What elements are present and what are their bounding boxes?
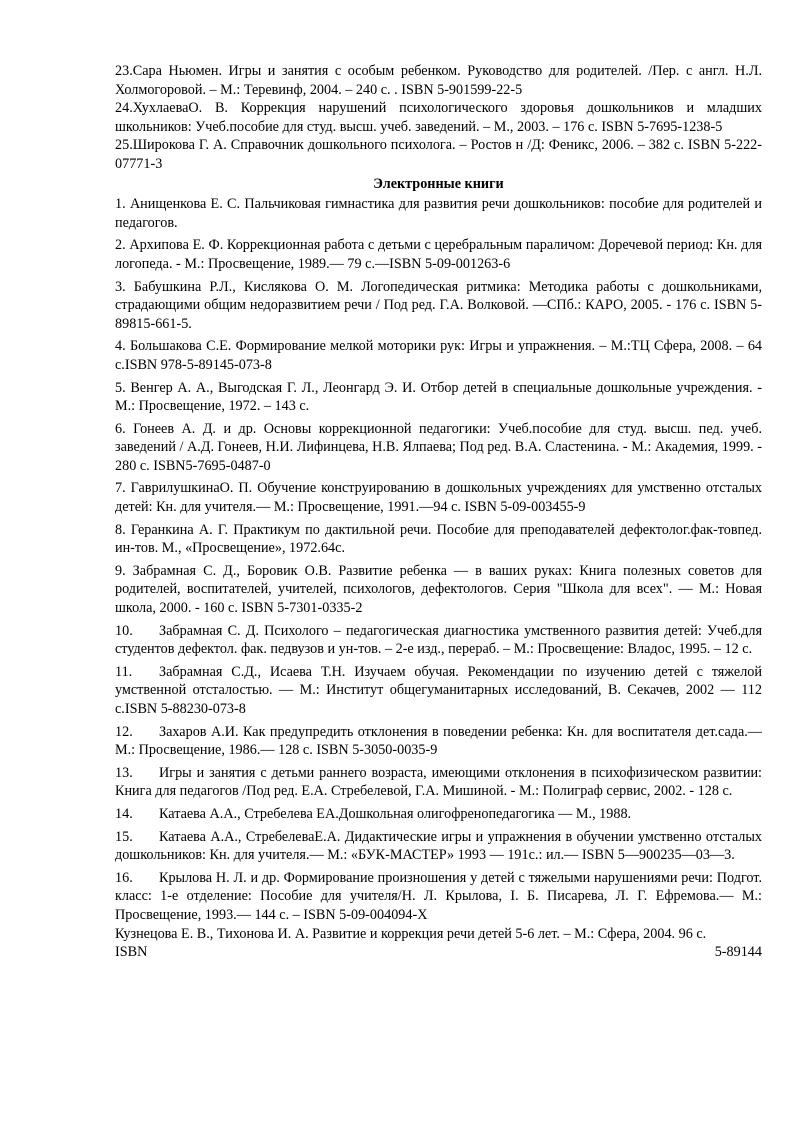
entry-text: Анищенкова Е. С. Пальчиковая гимнастика для развития речи дошкольников: пособие для родителей и педагогов. (115, 196, 762, 231)
bibliography-entry-23 (115, 62, 762, 99)
entry-text: Архипова Е. Ф. Коррекционная работа с детьми с церебральным параличом: Доречевой период: Кн. для логопеда. - М.: Просвещение, 1989.— 79 с.—ISBN 5-09-001263-6 (115, 237, 762, 272)
entry-text: Крылова Н. Л. и др. Формирование произношения у детей с тяжелыми нарушениями речи: Подгот. класс: 1-е отделение: Пособие для учителя/Н. Л. Крылова, I. Б. Писарева, Л. Г. Ефремова.— М.: Просвещение, 1993.— 144 с. – ISBN 5-09-004094-Х (115, 869, 762, 923)
entry-number: 5. (115, 379, 126, 396)
entry-text: Венгер А. А., Выгодская Г. Л., Леонгард Э. И. Отбор детей в специальные дошкольные учреждения. - М.: Просвещение, 1972. – 143 с. (115, 379, 762, 415)
ebook-entry-5 (115, 379, 762, 416)
entry-number: 1. (115, 196, 126, 213)
entry-text: Забрамная С. Д., Боровик О.В. Развитие ребенка — в ваших руках: Книга полезных советов для родителей, воспитателей, учителей, психологов, дефектологов. Серия "Школа для всех". — М.: Новая школа, 2000. - 160 с. ISBN 5-7301-0335-2 (115, 562, 763, 617)
entry-number: 16. (115, 869, 133, 886)
entry-number: 12. (115, 723, 133, 740)
entry-text: ГаврилушкинаО. П. Обучение конструированию в дошкольных учреждениях для умственно отсталых детей: Кн. для учителя.— М.: Просвещение, 1991.—94 с. ISBN 5-09-003455-9 (115, 480, 762, 516)
entry-text: Гонеев А. Д. и др. Основы коррекционной педагогики: Учеб.пособие для студ. высш. пед. учеб. заведений / А.Д. Гонеев, Н.И. Лифинцева, Н.В. Ялпаева; Под ред. В.А. Сластенина. - М.: Академия, 1999. - 280 с. ISBN5-7695-0487-0 (115, 420, 762, 474)
entry-text: Захаров А.И. Как предупредить отклонения в поведении ребенка: Кн. для воспитателя дет.сада.— М.: Просвещение, 1986.— 128 с. ISBN 5-3050-0035-9 (115, 723, 762, 759)
entry-text: Сара Ньюмен. Игры и занятия с особым ребенком. Руководство для родителей. /Пер. с англ. Н.Л. Холмогоровой. – М.: Теревинф, 2004. – 240 с. . ISBN 5-901599-22-5 (115, 63, 762, 98)
section-heading: Электронные книги (373, 175, 504, 192)
isbn-line (115, 943, 762, 962)
entry-number: 6. (115, 420, 126, 437)
entry-number: 24. (115, 100, 133, 117)
entry-text: Катаева А.А., СтребелеваЕ.А. Дидактические игры и упражнения в обучении умственно отсталых дошкольников: Кн. для учителя.— М.: «БУК-МАСТЕР» 1993 — 191с.: ил.— ISBN 5—900235—03—3. (115, 828, 762, 864)
entry-number: 10. (115, 622, 133, 639)
ebook-entry-3 (115, 278, 762, 334)
ebooks-list (115, 195, 762, 924)
entry-text: ХухлаеваО. В. Коррекция нарушений психологического здоровья дошкольников и младших школьников: Учеб.пособие для студ. высш. учеб. заведений. – М., 2003. – 176 с. ISBN 5-7695-1238-5 (115, 100, 762, 135)
ebook-entry-7 (115, 479, 762, 516)
ebook-entry-13 (115, 764, 762, 801)
entry-text: Забрамная С.Д., Исаева Т.Н. Изучаем обучая. Рекомендации по изучению детей с тяжелой умственной отсталостью. — М.: Институт общегуманитарных исследований, В. Секачев, 2002 — 112 с.ISBN 5-88230-073-8 (115, 663, 762, 717)
isbn-label: ISBN (115, 944, 148, 961)
entry-number: 7. (115, 480, 126, 497)
entry-number: 15. (115, 828, 133, 845)
ebook-entry-6 (115, 420, 762, 476)
bibliography-entry-25 (115, 136, 762, 173)
entry-text: Широкова Г. А. Справочник дошкольного психолога. – Ростов н /Д: Феникс, 2006. – 382 с. ISBN 5-222-07771-3 (115, 137, 762, 172)
entry-text: Забрамная С. Д. Психолого – педагогическая диагностика умственного развития детей: Учеб.для студентов дефектол. фак. педвузов и ун-тов. – 2-е изд., перераб. – М.: Просвещение: Владос, 1995. – 12 с. (115, 622, 762, 658)
ebook-entry-12 (115, 723, 762, 760)
entry-number: 8. (115, 521, 126, 538)
entry-number: 25. (115, 137, 133, 154)
entry-number: 23. (115, 63, 133, 79)
entry-number: 14. (115, 805, 133, 822)
ebook-entry-10 (115, 622, 762, 659)
bibliography-entry-last (115, 925, 762, 944)
entry-number: 11. (115, 663, 133, 680)
entry-text: Игры и занятия с детьми раннего возраста, имеющими отклонения в психофизическом развитии: Книга для педагогов /Под ред. Е.А. Стребелевой, Г.А. Мишиной. - М.: Полиграф сервис, 2002. - 128 с. (115, 764, 762, 800)
entry-number: 4. (115, 338, 126, 355)
entry-number: 3. (115, 278, 126, 295)
ebook-entry-14 (115, 805, 762, 824)
entry-number: 13. (115, 764, 133, 781)
ebook-entry-9 (115, 562, 762, 618)
entry-text: Геранкина А. Г. Практикум по дактильной речи. Пособие для преподавателей дефектолог.фак-товпед. ин-тов. М., «Просвещение», 1972.64с. (115, 521, 763, 557)
bibliography-entry-24 (115, 99, 762, 136)
ebook-entry-2 (115, 236, 762, 273)
ebook-entry-8 (115, 521, 762, 558)
entry-text: Катаева А.А., Стребелева ЕА.Дошкольная олигофренопедагогика — М., 1988. (159, 805, 632, 822)
entry-text: Кузнецова Е. В., Тихонова И. А. Развитие и коррекция речи детей 5-6 лет. – М.: Сфера, 2004. 96 с. (115, 925, 707, 942)
entry-text: Бабушкина Р.Л., Кислякова О. М. Логопедическая ритмика: Методика работы с дошкольниками, страдающими общим недоразвитием речи / Под ред. Г.А. Волковой. —СПб.: КАРО, 2005. - 176 с. ISBN 5-89815-661-5. (115, 278, 762, 332)
ebook-entry-16 (115, 869, 762, 925)
ebook-entry-4 (115, 337, 762, 374)
ebook-entry-1 (115, 195, 762, 232)
entry-text: Большакова С.Е. Формирование мелкой моторики рук: Игры и упражнения. – М.:ТЦ Сфера, 2008. – 64 с.ISBN 978-5-89145-073-8 (115, 338, 763, 373)
entry-number: 9. (115, 562, 126, 579)
entry-number: 2. (115, 237, 126, 254)
isbn-value: 5-89144 (714, 944, 762, 961)
ebook-entry-15 (115, 828, 762, 865)
ebook-entry-11 (115, 663, 762, 719)
bibliography-continued (115, 62, 762, 174)
